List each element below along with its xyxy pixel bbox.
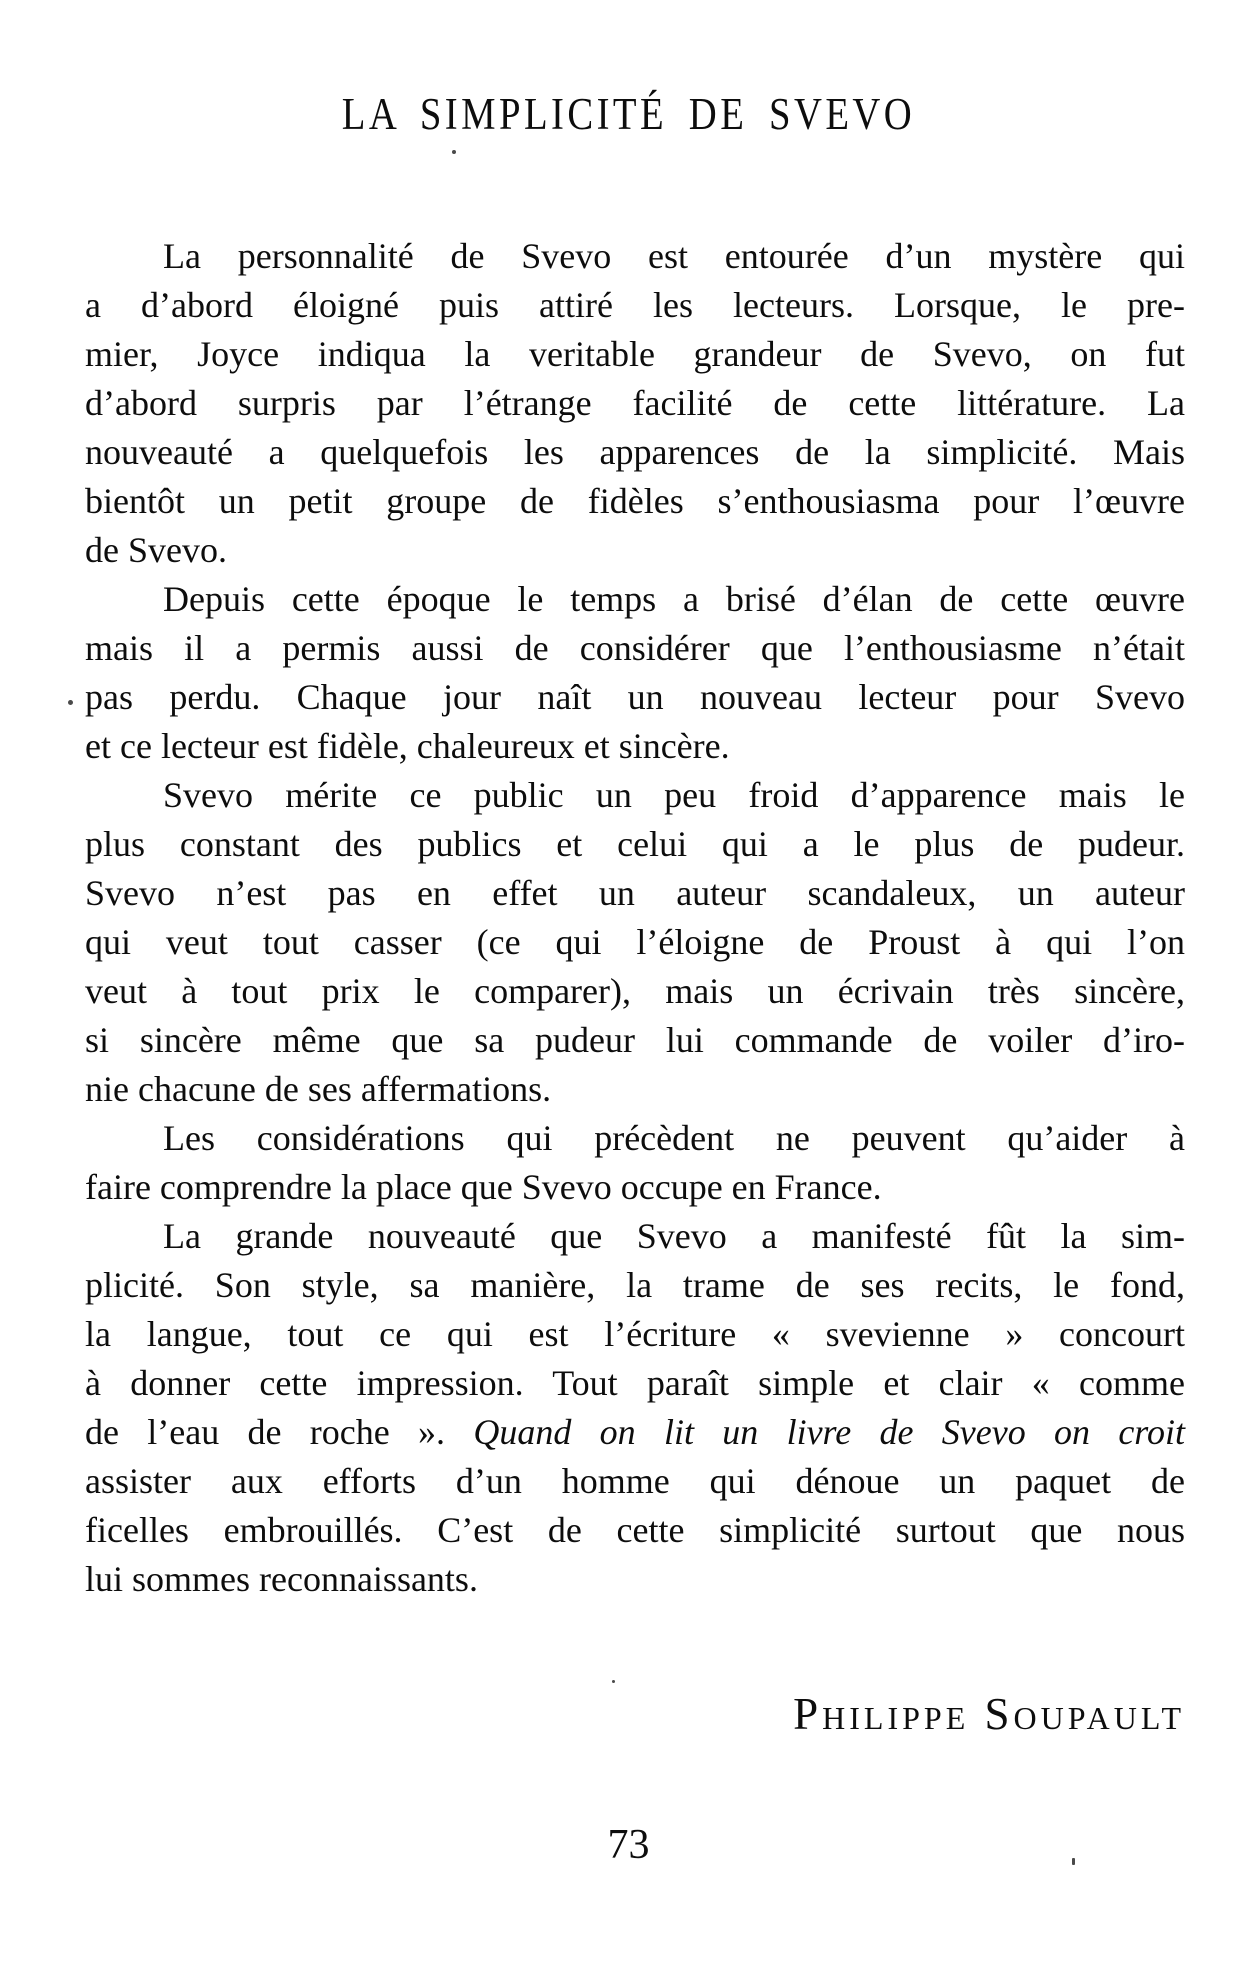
text-line bbox=[85, 281, 1185, 330]
text-segment: a d’abord éloigné puis attiré les lecteurs. Lorsque, le pre- bbox=[85, 285, 1185, 325]
page-number: 73 bbox=[607, 1822, 650, 1868]
text-line bbox=[85, 1065, 1185, 1114]
text-line bbox=[85, 575, 1185, 624]
text-segment: bientôt un petit groupe de fidèles s’enthousiasma pour l’œuvre bbox=[85, 481, 1185, 521]
text-line bbox=[85, 1212, 1185, 1261]
text-segment: si sincère même que sa pudeur lui commande de voiler d’iro- bbox=[85, 1020, 1185, 1060]
text-segment: à donner cette impression. Tout paraît simple et clair « comme bbox=[85, 1363, 1185, 1403]
text-segment: veut à tout prix le comparer), mais un écrivain très sincère, bbox=[85, 971, 1185, 1011]
text-segment: pas perdu. Chaque jour naît un nouveau lecteur pour Svevo bbox=[85, 677, 1185, 717]
text-line bbox=[85, 820, 1185, 869]
text-line bbox=[85, 330, 1185, 379]
text-line bbox=[85, 1261, 1185, 1310]
text-line bbox=[85, 1408, 1185, 1457]
text-segment: mais il a permis aussi de considérer que l’enthousiasme n’était bbox=[85, 628, 1185, 668]
text-line bbox=[85, 918, 1185, 967]
text-line bbox=[85, 624, 1185, 673]
text-segment: d’abord surpris par l’étrange facilité de cette littérature. La bbox=[85, 383, 1185, 423]
text-segment: Les considérations qui précèdent ne peuvent qu’aider à bbox=[163, 1118, 1185, 1158]
text-line bbox=[85, 526, 1185, 575]
text-segment: lui sommes reconnaissants. bbox=[85, 1559, 478, 1599]
author-signature: Philippe Soupault bbox=[793, 1689, 1185, 1739]
text-line bbox=[85, 1457, 1185, 1506]
text-line bbox=[85, 232, 1185, 281]
text-segment: ficelles embrouillés. C’est de cette simplicité surtout que nous bbox=[85, 1510, 1185, 1550]
text-line bbox=[85, 379, 1185, 428]
text-segment: nie chacune de ses affermations. bbox=[85, 1069, 552, 1109]
text-line bbox=[85, 1114, 1185, 1163]
text-segment: Depuis cette époque le temps a brisé d’élan de cette œuvre bbox=[163, 579, 1185, 619]
page-title: LA SIMPLICITÉ DE SVEVO bbox=[341, 89, 916, 140]
text-line bbox=[85, 1310, 1185, 1359]
text-segment: de Svevo. bbox=[85, 530, 227, 570]
text-line bbox=[85, 1506, 1185, 1555]
italic-text-segment: Quand on lit un livre de Svevo on croit bbox=[473, 1412, 1185, 1452]
text-line bbox=[85, 477, 1185, 526]
text-segment: Svevo mérite ce public un peu froid d’apparence mais le bbox=[163, 775, 1185, 815]
text-segment: nouveauté a quelquefois les apparences de la simplicité. Mais bbox=[85, 432, 1185, 472]
text-line bbox=[85, 1359, 1185, 1408]
text-line bbox=[85, 1163, 1185, 1212]
scan-speck bbox=[1072, 1858, 1075, 1865]
text-segment: plus constant des publics et celui qui a le plus de pudeur. bbox=[85, 824, 1185, 864]
text-line bbox=[85, 673, 1185, 722]
text-line bbox=[85, 722, 1185, 771]
text-segment: faire comprendre la place que Svevo occupe en France. bbox=[85, 1167, 882, 1207]
text-segment: de l’eau de roche ». bbox=[85, 1412, 474, 1452]
text-segment: plicité. Son style, sa manière, la trame de ses recits, le fond, bbox=[85, 1265, 1185, 1305]
text-segment: La grande nouveauté que Svevo a manifesté fût la sim- bbox=[163, 1216, 1185, 1256]
text-segment: et ce lecteur est fidèle, chaleureux et sincère. bbox=[85, 726, 730, 766]
text-line bbox=[85, 967, 1185, 1016]
text-line bbox=[85, 771, 1185, 820]
text-segment: qui veut tout casser (ce qui l’éloigne de Proust à qui l’on bbox=[85, 922, 1185, 962]
text-segment: Svevo n’est pas en effet un auteur scandaleux, un auteur bbox=[85, 873, 1185, 913]
text-segment: La personnalité de Svevo est entourée d’un mystère qui bbox=[163, 236, 1185, 276]
scan-speck bbox=[612, 1680, 615, 1683]
text-segment: assister aux efforts d’un homme qui dénoue un paquet de bbox=[85, 1461, 1185, 1501]
scan-speck bbox=[68, 700, 73, 705]
text-line bbox=[85, 1016, 1185, 1065]
text-segment: mier, Joyce indiqua la veritable grandeur de Svevo, on fut bbox=[85, 334, 1185, 374]
scan-speck bbox=[452, 150, 456, 154]
text-line bbox=[85, 869, 1185, 918]
text-line bbox=[85, 1555, 1185, 1604]
essay-body bbox=[85, 232, 1185, 1604]
text-segment: la langue, tout ce qui est l’écriture « svevienne » concourt bbox=[85, 1314, 1185, 1354]
text-line bbox=[85, 428, 1185, 477]
